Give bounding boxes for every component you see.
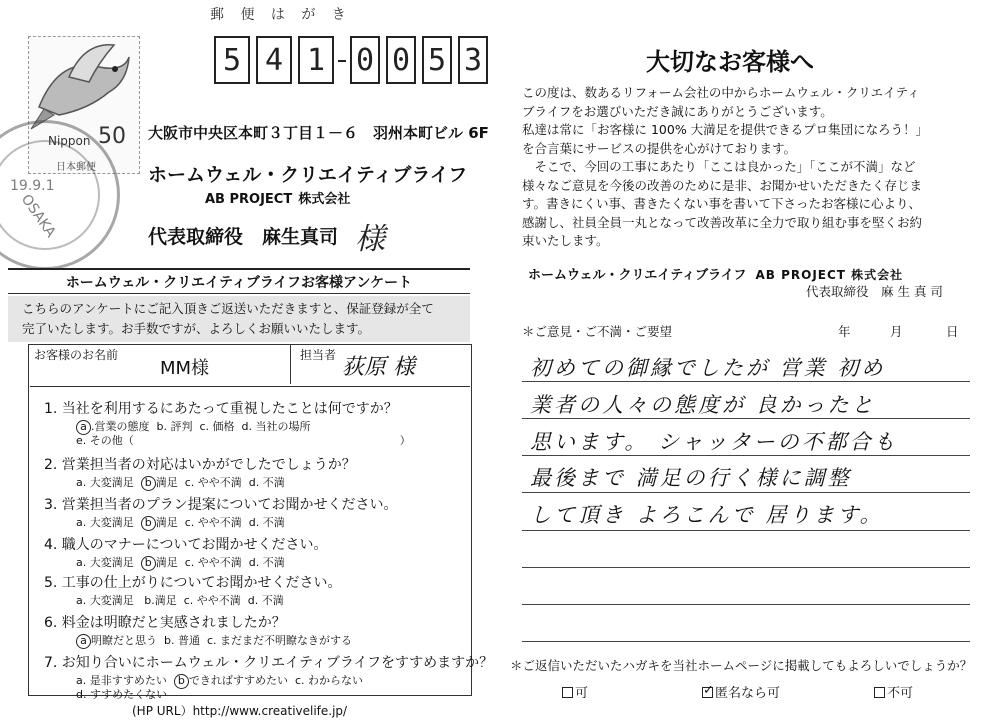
date-day: 日 bbox=[946, 324, 959, 339]
q4-option-b[interactable]: 満足 bbox=[155, 556, 178, 569]
letter-representative: 代表取締役 麻 生 真 司 bbox=[806, 284, 943, 299]
stamp-post: 日本郵便 bbox=[56, 162, 96, 173]
q7-options-row2 bbox=[76, 686, 167, 702]
letter-line: 様々なご意見を今後の改善のために是非、お聞かせいただきたく存じま bbox=[522, 177, 923, 193]
checkbox-icon[interactable] bbox=[562, 687, 573, 698]
staff-label: 担当者 bbox=[300, 348, 337, 362]
q6-option-c[interactable]: c. まだまだ不明瞭なきがする bbox=[206, 634, 353, 647]
survey-intro-line: 完了いたします。お手数ですが、よろしくお願いいたします。 bbox=[22, 321, 371, 336]
name-row-divider bbox=[30, 386, 470, 387]
publish-option-anonymous[interactable] bbox=[702, 682, 780, 701]
letter-line: 私達は常に「お客様に 100% 大満足を提供できるプロ集団になろう！」 bbox=[522, 122, 929, 137]
zip-digit: 0 bbox=[350, 36, 380, 84]
recipient-name: 代表取締役 麻生真司 bbox=[148, 226, 339, 248]
q1-option-c[interactable]: c. 価格 bbox=[199, 420, 235, 433]
letter-company-ja: ホームウェル・クリエイティブライフ bbox=[528, 268, 747, 283]
q7-option-a[interactable]: a. 是非すすめたい bbox=[76, 674, 167, 687]
letter-title: 大切なお客様へ bbox=[646, 48, 814, 76]
letter-company bbox=[528, 264, 903, 283]
letter-line: 束いたします。 bbox=[522, 233, 609, 248]
q5-options: a. 大変満足 b.満足 c. やや不満 d. 不満 bbox=[76, 594, 284, 607]
q1-option-d[interactable]: d. 当社の場所 bbox=[241, 420, 311, 433]
q7-option-d[interactable]: d. すすめたくない bbox=[76, 688, 168, 701]
question-3: 3. 営業担当者のプラン提案についてお聞かせください。 bbox=[44, 497, 398, 513]
publish-option-anonymous-label: 匿名なら可 bbox=[715, 686, 781, 701]
q4-options bbox=[76, 554, 285, 571]
q4-option-c[interactable]: c. やや不満 bbox=[184, 556, 242, 569]
zip-digit: 0 bbox=[386, 36, 416, 84]
comment-line: 業者の人々の態度が 良かったと bbox=[530, 393, 876, 417]
question-6: 6. 料金は明瞭だと実感されましたか？ bbox=[44, 615, 286, 631]
q5-option-c[interactable]: c. やや不満 bbox=[183, 594, 241, 607]
q7-option-b-selected[interactable]: b bbox=[174, 674, 189, 689]
date-year: 年 bbox=[838, 324, 851, 339]
question-4: 4. 職人のマナーについてお聞かせください。 bbox=[44, 537, 328, 553]
letter-line: この度は、数あるリフォーム会社の中からホームウェル・クリエイティ bbox=[522, 85, 920, 100]
company-en-name: AB PROJECT bbox=[205, 192, 293, 207]
q2-option-c[interactable]: c. やや不満 bbox=[184, 476, 242, 489]
zip-digit: 5 bbox=[422, 36, 452, 84]
q3-option-b-selected[interactable]: b bbox=[141, 516, 156, 531]
publish-option-yes[interactable] bbox=[562, 682, 588, 701]
q2-option-b[interactable]: 満足 bbox=[155, 476, 178, 489]
q3-option-c[interactable]: c. やや不満 bbox=[184, 516, 242, 529]
letter-line: 感謝し、社員全員一丸となって改善改革に全力で取り組む事を堅くお約 bbox=[522, 214, 923, 230]
q1-option-e[interactable]: e. その他（ bbox=[76, 434, 134, 447]
letter-body bbox=[522, 84, 972, 251]
q7-option-c[interactable]: c. わからない bbox=[294, 674, 363, 687]
zip-digit: 1 bbox=[298, 36, 334, 84]
survey-intro-line: こちらのアンケートにご記入頂きご返送いただきますと、保証登録が全て bbox=[22, 301, 434, 316]
q3-option-d[interactable]: d. 不満 bbox=[248, 516, 285, 529]
q6-option-a[interactable]: 明瞭だと思う bbox=[91, 634, 157, 647]
publish-option-no-label: 不可 bbox=[887, 686, 914, 701]
q2-options bbox=[76, 474, 285, 491]
comment-line: して頂き よろこんで 居ります。 bbox=[530, 503, 884, 527]
question-1: 1. 当社を利用するにあたって重視したことは何ですか？ bbox=[44, 401, 398, 417]
customer-name-label: お客様のお名前 bbox=[34, 348, 119, 362]
survey-intro bbox=[8, 296, 470, 342]
comment-rule bbox=[522, 530, 970, 531]
q3-options bbox=[76, 514, 285, 531]
recipient-company: ホームウェル・クリエイティブライフ bbox=[148, 164, 468, 186]
q5-option-a[interactable]: a. 大変満足 bbox=[76, 594, 134, 607]
q4-option-d[interactable]: d. 不満 bbox=[248, 556, 285, 569]
q1-option-a-selected[interactable]: a bbox=[76, 420, 91, 435]
q1-other-close: ） bbox=[399, 434, 411, 447]
comment-line: 最後まで 満足の行く様に調整 bbox=[530, 466, 852, 490]
postmark-city: OSAKA bbox=[17, 191, 59, 241]
comment-line: 思います。 シャッターの不都合も bbox=[530, 430, 898, 454]
q5-option-d[interactable]: d. 不満 bbox=[247, 594, 284, 607]
publish-option-no[interactable] bbox=[874, 682, 913, 701]
letter-company-en: AB PROJECT 株式会社 bbox=[755, 268, 904, 282]
letter-line: を合言葉にサービスの提供を心がけております。 bbox=[522, 140, 797, 156]
q2-option-b-selected[interactable]: b bbox=[141, 476, 156, 491]
checkbox-icon[interactable] bbox=[874, 687, 885, 698]
date-month: 月 bbox=[890, 324, 903, 339]
comment-rule bbox=[522, 492, 970, 493]
postcard-header: 郵 便 は が き bbox=[210, 7, 352, 23]
comment-line: 初めての御縁でしたが 営業 初め bbox=[530, 356, 886, 380]
q4-option-b-selected[interactable]: b bbox=[141, 556, 156, 571]
q7-option-b[interactable]: できればすすめたい bbox=[188, 674, 288, 687]
q6-options bbox=[76, 632, 352, 649]
postmark-date: 19.9.1 bbox=[10, 178, 55, 194]
staff-field[interactable]: 荻原 様 bbox=[342, 355, 415, 380]
customer-name-field[interactable]: MM様 bbox=[160, 358, 210, 379]
letter-line: ブライフをお選びいただき誠にありがとうございます。 bbox=[522, 103, 833, 119]
stamp-value: 50 bbox=[98, 124, 126, 149]
recipient-company-en bbox=[205, 188, 350, 207]
q5-option-b[interactable]: b bbox=[144, 594, 152, 607]
q1-option-a[interactable]: .営業の態度 bbox=[91, 420, 150, 433]
letter-line: す。書きにくい事、書きたくない事を書いて下さったお客様に心より、 bbox=[522, 196, 922, 211]
zip-dash bbox=[338, 60, 346, 84]
q1-other bbox=[76, 432, 411, 448]
q2-option-a[interactable]: a. 大変満足 bbox=[76, 476, 134, 489]
name-divider bbox=[290, 344, 291, 384]
recipient-honorific: 様 bbox=[355, 222, 385, 257]
letter-line: そこで、今回の工事にあたり「ここは良かった」「ここが不満」など bbox=[522, 159, 916, 174]
q4-option-a[interactable]: a. 大変満足 bbox=[76, 556, 134, 569]
recipient-address: 大阪市中央区本町３丁目１－６ 羽州本町ビル 6F bbox=[148, 124, 489, 142]
comment-rule bbox=[522, 567, 970, 568]
q2-option-d[interactable]: d. 不満 bbox=[248, 476, 285, 489]
q6-option-b[interactable]: b. 普通 bbox=[164, 634, 200, 647]
postal-code bbox=[214, 36, 494, 84]
q3-option-a[interactable]: a. 大変満足 bbox=[76, 516, 134, 529]
comments-label: ＊ご意見・ご不満・ご要望 bbox=[522, 324, 673, 339]
survey-title: ホームウェル・クリエイティブライフお客様アンケート bbox=[8, 268, 470, 294]
q6-option-a-selected[interactable]: a bbox=[76, 634, 91, 649]
zip-digit: 4 bbox=[256, 36, 292, 84]
company-suffix: 株式会社 bbox=[298, 192, 351, 207]
q3-option-b[interactable]: 満足 bbox=[155, 516, 178, 529]
homepage-url: (HP URL）http://www.creativelife.jp/ bbox=[132, 704, 348, 718]
question-2: 2. 営業担当者の対応はいかがでしたでしょうか？ bbox=[44, 457, 356, 473]
q1-option-b[interactable]: b. 評判 bbox=[156, 420, 193, 433]
zip-digit: 3 bbox=[458, 36, 488, 84]
publish-permission-question: ＊ご返信いただいたハガキを当社ホームページに掲載してもよろしいでしょうか？ bbox=[510, 658, 973, 673]
checked-checkbox-icon[interactable] bbox=[702, 687, 713, 698]
question-5: 5. 工事の仕上がりについてお聞かせください。 bbox=[44, 575, 342, 591]
stamp-nippon: Nippon bbox=[48, 134, 91, 148]
question-7: 7. お知り合いにホームウェル・クリエイティブライフをすすめますか？ bbox=[44, 655, 494, 671]
q5-option-b-label[interactable]: 満足 bbox=[154, 594, 177, 607]
comment-rule bbox=[522, 604, 970, 605]
publish-option-yes-label: 可 bbox=[575, 686, 589, 701]
comment-rule bbox=[522, 641, 970, 642]
zip-digit: 5 bbox=[214, 36, 250, 84]
